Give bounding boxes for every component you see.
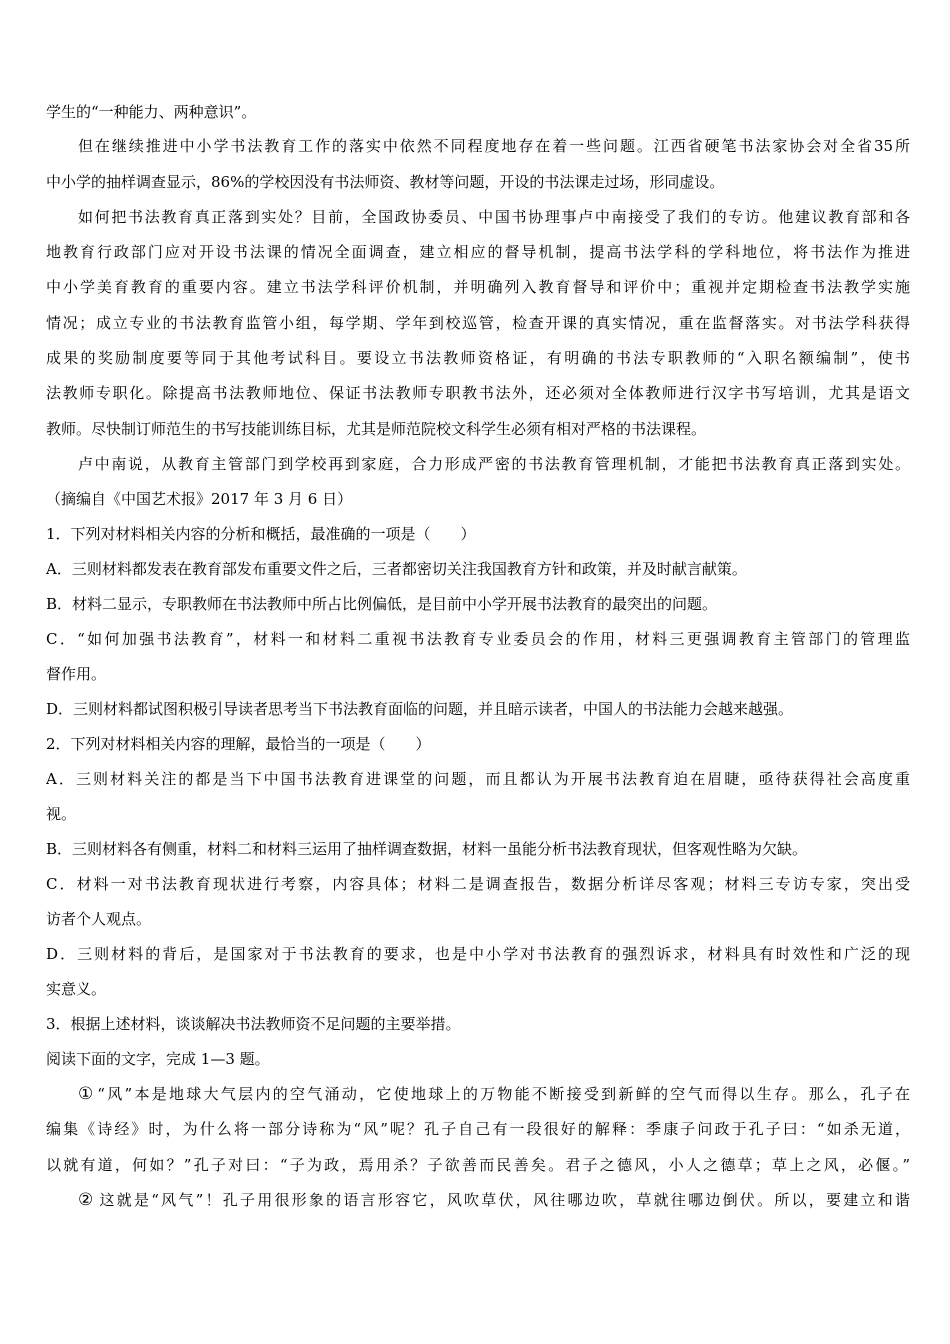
source-citation: （摘编自《中国艺术报》2017 年 3 月 6 日） [46, 490, 353, 508]
question-2-option-d-cont: 实意义。 [46, 980, 107, 998]
question-2: 2．下列对材料相关内容的理解，最恰当的一项是（ ） [46, 735, 431, 753]
text-line-2: 但在继续推进中小学书法教育工作的落实中依然不同程度地存在着一些问题。江西省硬笔书法家协会对全省35所 [78, 137, 910, 155]
question-1-option-a: A．三则材料都发表在教育部发布重要文件之后，三者都密切关注我国教育方针和政策，并及时献言献策。 [46, 560, 747, 578]
text-line-10: 教师。尽快制订师范生的书写技能训练目标，尤其是师范院校文科学生必须有相对严格的书法课程。 [46, 420, 707, 438]
text-line-5: 地教育行政部门应对开设书法课的情况全面调查，建立相应的督导机制，提高书法学科的学科地位，将书法作为推进 [46, 243, 910, 261]
question-1-option-c: C．“如何加强书法教育”，材料一和材料二重视书法教育专业委员会的作用，材料三更强调教育主管部门的管理监 [46, 630, 910, 648]
question-2-option-c-cont: 访者个人观点。 [46, 910, 152, 928]
question-2-option-a: A．三则材料关注的都是当下中国书法教育进课堂的问题，而且都认为开展书法教育迫在眉睫，亟待获得社会高度重 [46, 770, 910, 788]
question-2-option-a-cont: 视。 [46, 805, 77, 823]
text-line-4: 如何把书法教育真正落到实处？目前，全国政协委员、中国书协理事卢中南接受了我们的专访。他建议教育部和各 [78, 208, 910, 226]
question-1-option-d: D．三则材料都试图积极引导读者思考当下书法教育面临的问题，并且暗示读者，中国人的书法能力会越来越强。 [46, 700, 794, 718]
circled-marker-2: ② [78, 1190, 94, 1210]
text-line-7: 情况；成立专业的书法教育监管小组，每学期、学年到校巡管，检查开课的真实情况，重在监督落实。对书法学科获得 [46, 314, 910, 332]
passage-paragraph-1 [78, 1084, 910, 1104]
circled-marker-1: ① [78, 1084, 94, 1104]
question-2-option-d: D．三则材料的背后，是国家对于书法教育的要求，也是中小学对书法教育的强烈诉求，材料具有时效性和广泛的现 [46, 945, 910, 963]
passage-line-2: 编集《诗经》时，为什么将一部分诗称为“风”呢？孔子自己有一段很好的解释：季康子问政于孔子曰：“如杀无道， [46, 1120, 910, 1138]
text-line-8: 成果的奖励制度要等同于其他考试科目。要设立书法教师资格证，有明确的书法专职教师的“入职名额编制”，使书 [46, 349, 910, 367]
question-3: 3．根据上述材料，谈谈解决书法教师资不足问题的主要举措。 [46, 1015, 461, 1033]
question-1-option-c-cont: 督作用。 [46, 665, 107, 683]
passage-line-1: “风”本是地球大气层内的空气涌动，它使地球上的万物能不断接受到新鲜的空气而得以生存。那么，孔子在 [97, 1085, 910, 1103]
text-line-11: 卢中南说，从教育主管部门到学校再到家庭，合力形成严密的书法教育管理机制，才能把书法教育真正落到实处。 [78, 455, 910, 473]
question-1-option-b: B．材料二显示，专职教师在书法教师中所占比例偏低，是目前中小学开展书法教育的最突出的问题。 [46, 595, 718, 613]
question-2-option-c: C．材料一对书法教育现状进行考察，内容具体；材料二是调查报告，数据分析详尽客观；材料三专访专家，突出受 [46, 875, 910, 893]
text-line-9: 法教师专职化。除提高书法教师地位、保证书法教师专职教书法外，还必须对全体教师进行汉字书写培训，尤其是语文 [46, 384, 910, 402]
text-line-6: 中小学美育教育的重要内容。建立书法学科评价机制，并明确列入教育督导和评价中；重视并定期检查书法教学实施 [46, 278, 910, 296]
passage-line-4: 这就是“风气”！孔子用很形象的语言形容它，风吹草伏，风往哪边吹，草就往哪边倒伏。所以，要建立和谐 [97, 1191, 910, 1209]
passage-line-3: 以就有道，何如？”孔子对曰：“子为政，焉用杀？子欲善而民善矣。君子之德风，小人之德草；草上之风，必偃。” [46, 1156, 910, 1174]
passage-paragraph-2 [78, 1190, 910, 1210]
question-2-option-b: B．三则材料各有侧重，材料二和材料三运用了抽样调查数据，材料一虽能分析书法教育现状，但客观性略为欠缺。 [46, 840, 808, 858]
reading-instruction: 阅读下面的文字，完成 1—3 题。 [46, 1050, 270, 1068]
text-line-1: 学生的“一种能力、两种意识”。 [46, 103, 257, 121]
text-line-3: 中小学的抽样调查显示，86%的学校因没有书法师资、教材等问题，开设的书法课走过场，形同虚设。 [46, 173, 725, 191]
question-1: 1．下列对材料相关内容的分析和概括，最准确的一项是（ ） [46, 525, 476, 543]
